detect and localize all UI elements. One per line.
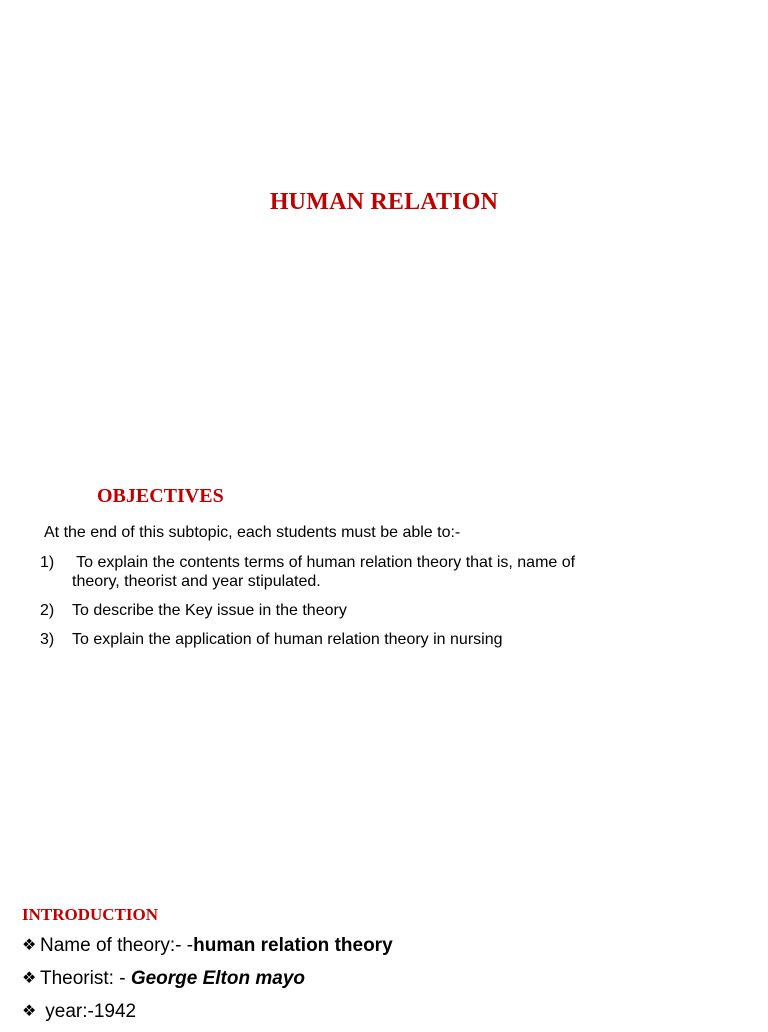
intro-value: human relation theory xyxy=(193,935,393,956)
objective-text-line: To describe the Key issue in the theory xyxy=(72,602,347,619)
objective-item-3 xyxy=(40,630,660,649)
objective-text-line: To explain the application of human relation theory in nursing xyxy=(72,631,503,648)
diamond-star-bullet-icon: ❖ xyxy=(22,970,37,987)
objective-text-line: To explain the contents terms of human relation theory that is, name of xyxy=(72,554,576,571)
page-title: HUMAN RELATION xyxy=(269,189,499,215)
intro-label: Name of theory:- - xyxy=(40,935,194,956)
intro-label: year:-1942 xyxy=(40,1001,137,1022)
introduction-heading: INTRODUCTION xyxy=(22,905,159,924)
objectives-heading: OBJECTIVES xyxy=(97,485,224,507)
objective-number: 3) xyxy=(40,631,55,648)
introduction-list xyxy=(22,933,393,1032)
objective-number: 1) xyxy=(40,554,55,571)
objective-item-2 xyxy=(40,601,660,620)
objectives-lead-text: At the end of this subtopic, each students must be able to:- xyxy=(44,524,461,541)
objective-number: 2) xyxy=(40,602,55,619)
intro-item-year xyxy=(22,999,393,1032)
intro-item-theorist xyxy=(22,966,393,999)
intro-value: George Elton mayo xyxy=(130,968,306,989)
objective-item-1 xyxy=(40,553,660,591)
intro-label: Theorist: - xyxy=(40,968,131,989)
objective-text-line: theory, theorist and year stipulated. xyxy=(72,573,321,590)
objectives-list xyxy=(40,553,660,659)
intro-item-theory-name xyxy=(22,933,393,966)
diamond-star-bullet-icon: ❖ xyxy=(22,937,37,954)
diamond-star-bullet-icon: ❖ xyxy=(22,1003,37,1020)
